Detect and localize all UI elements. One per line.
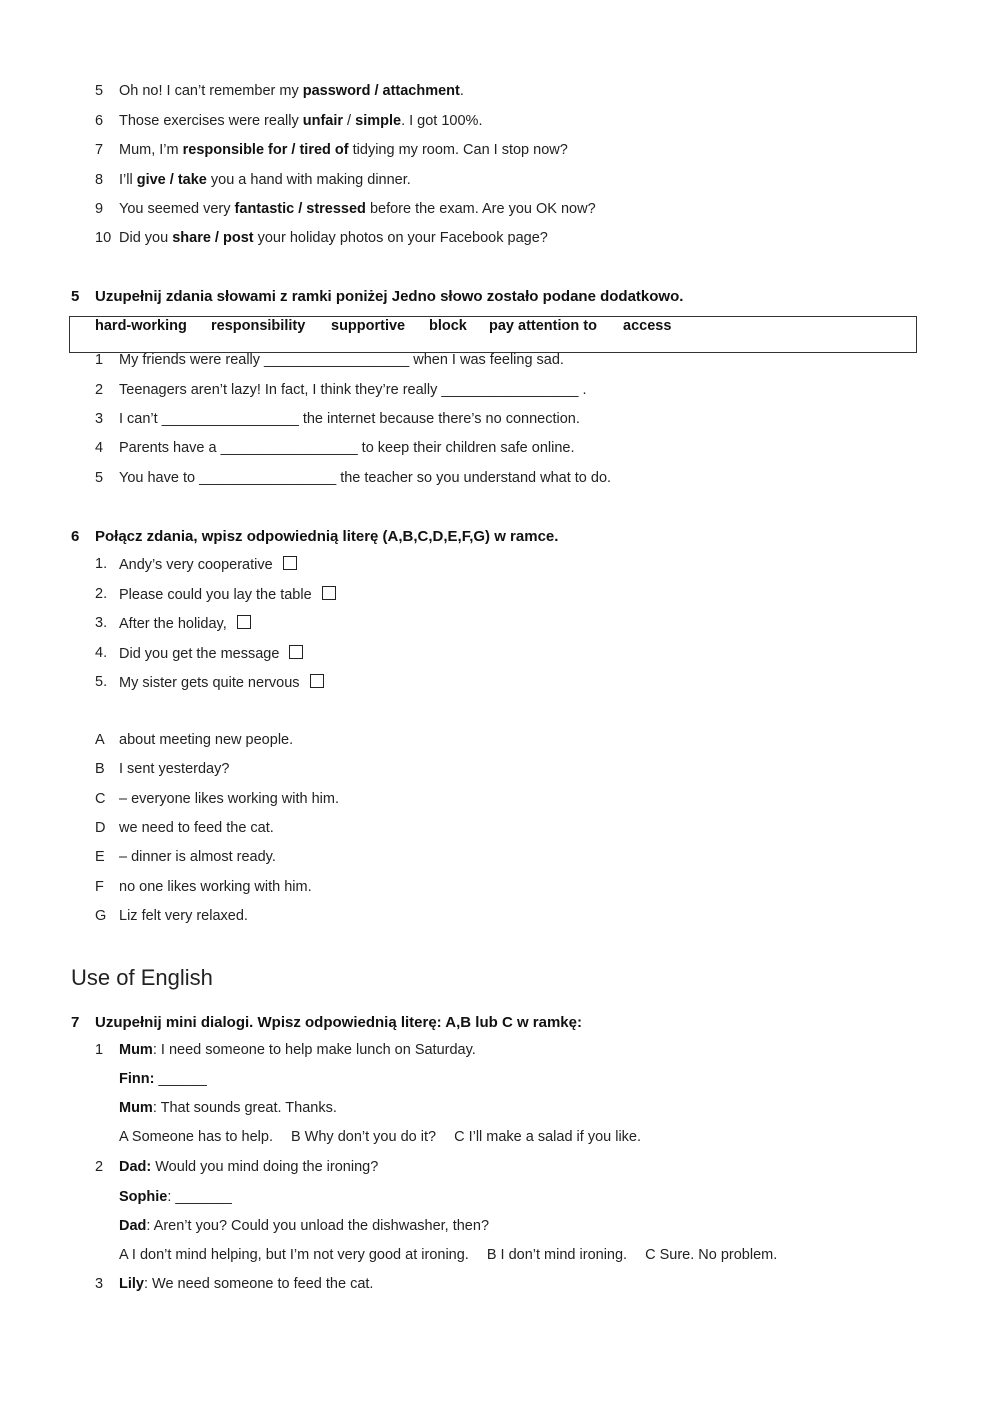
answer-options: [119, 1247, 795, 1263]
exercise-5-heading: [71, 288, 683, 305]
gap-sentence[interactable]: Parents have a _________________ to keep their children safe online.: [119, 440, 575, 456]
item-number: 6: [95, 113, 104, 129]
item-number: 2: [95, 1159, 104, 1175]
exercise-instruction: Uzupełnij zdania słowami z ramki poniżej Jedno słowo zostało podane dodatkowo.: [95, 288, 684, 305]
item-text: After the holiday,: [119, 616, 227, 632]
item-number: 3: [95, 1276, 104, 1292]
ending-text: – dinner is almost ready.: [119, 849, 276, 865]
word-box-item: hard-working: [95, 318, 187, 334]
exercise-instruction: Uzupełnij mini dialogi. Wpisz odpowiednią literę: A,B lub C w ramkę:: [95, 1014, 582, 1031]
choice-options: fantastic / stressed: [234, 201, 366, 217]
dialogue-line[interactable]: [119, 1071, 207, 1087]
item-text: Mum, I’m responsible for / tired of tidying my room. Can I stop now?: [119, 142, 568, 158]
ending-text: Liz felt very relaxed.: [119, 908, 248, 924]
answer-blank[interactable]: ______: [154, 1071, 207, 1087]
exercise-instruction: Połącz zdania, wpisz odpowiednią literę (A,B,C,D,E,F,G) w ramce.: [95, 528, 559, 545]
answer-checkbox[interactable]: [237, 615, 251, 629]
option-c: C Sure. No problem.: [645, 1247, 778, 1263]
dialogue-line: Mum: I need someone to help make lunch on Saturday.: [119, 1042, 476, 1058]
choice-option: unfair: [302, 113, 344, 129]
item-number: 2: [95, 382, 104, 398]
ending-letter: G: [95, 908, 107, 924]
option-c: C I’ll make a salad if you like.: [454, 1129, 642, 1145]
item-number: 5.: [95, 674, 108, 690]
ending-letter: F: [95, 879, 104, 895]
item-number: 5: [95, 470, 104, 486]
gap-sentence[interactable]: I can’t _________________ the internet because there’s no connection.: [119, 411, 580, 427]
item-number: 9: [95, 201, 104, 217]
gap-sentence[interactable]: My friends were really __________________ when I was feeling sad.: [119, 352, 564, 368]
item-text: I’ll give / take you a hand with making dinner.: [119, 172, 411, 188]
exercise-6-heading: [71, 528, 558, 545]
item-number: 7: [95, 142, 104, 158]
word-box-item: pay attention to: [489, 318, 597, 334]
speaker: Sophie: [119, 1189, 168, 1205]
answer-blank[interactable]: : _______: [167, 1189, 232, 1205]
ending-letter: C: [95, 791, 106, 807]
ending-letter: B: [95, 761, 105, 777]
item-number: 1: [95, 352, 104, 368]
item-number: 1.: [95, 556, 108, 572]
speaker: Dad: [119, 1218, 147, 1234]
exercise-number: 7: [71, 1014, 80, 1031]
choice-options: password / attachment: [302, 83, 460, 99]
item-number: 4: [95, 440, 104, 456]
exercise-number: 5: [71, 288, 80, 305]
ending-letter: E: [95, 849, 105, 865]
item-number: 5: [95, 83, 104, 99]
item-number: 8: [95, 172, 104, 188]
item-text: Oh no! I can’t remember my password / attachment.: [119, 83, 464, 99]
exercise-number: 6: [71, 528, 80, 545]
item-text: Andy’s very cooperative: [119, 557, 273, 573]
gap-sentence[interactable]: You have to _________________ the teacher so you understand what to do.: [119, 470, 612, 486]
ending-text: I sent yesterday?: [119, 761, 230, 777]
gap-sentence[interactable]: Teenagers aren’t lazy! In fact, I think they’re really _________________ .: [119, 382, 587, 398]
word-box-item: supportive: [331, 318, 406, 334]
option-b: B Why don’t you do it?: [290, 1129, 437, 1145]
option-a: A I don’t mind helping, but I’m not very good at ironing.: [119, 1247, 469, 1263]
word-box-item: access: [623, 318, 672, 334]
item-number: 4.: [95, 645, 108, 661]
item-text: Those exercises were really unfair / simple. I got 100%.: [119, 113, 483, 129]
item-number: 2.: [95, 586, 108, 602]
option-a: A Someone has to help.: [119, 1129, 273, 1145]
item-number: 3.: [95, 615, 108, 631]
speaker: Finn:: [119, 1071, 155, 1087]
answer-checkbox[interactable]: [310, 674, 324, 688]
speaker: Mum: [119, 1042, 153, 1058]
answer-options: [119, 1129, 659, 1145]
ending-letter: D: [95, 820, 106, 836]
dialogue-line: Dad: Would you mind doing the ironing?: [119, 1159, 379, 1175]
word-box-item: responsibility: [211, 318, 306, 334]
ending-text: about meeting new people.: [119, 732, 294, 748]
item-text: Did you share / post your holiday photos on your Facebook page?: [119, 230, 548, 246]
section-title: Use of English: [71, 965, 213, 990]
speaker: Dad:: [119, 1159, 152, 1175]
dialogue-line: Dad: Aren’t you? Could you unload the dishwasher, then?: [119, 1218, 490, 1234]
choice-options: responsible for / tired of: [182, 142, 349, 158]
choice-options: share / post: [172, 230, 254, 246]
item-number: 3: [95, 411, 104, 427]
speaker: Mum: [119, 1100, 153, 1116]
speaker: Lily: [119, 1276, 144, 1292]
answer-checkbox[interactable]: [322, 586, 336, 600]
item-text: You seemed very fantastic / stressed before the exam. Are you OK now?: [119, 201, 596, 217]
item-number: 10: [95, 230, 112, 246]
ending-text: no one likes working with him.: [119, 879, 312, 895]
answer-checkbox[interactable]: [283, 556, 297, 570]
item-text: Please could you lay the table: [119, 587, 312, 603]
choice-option: simple: [355, 113, 402, 129]
answer-checkbox[interactable]: [289, 645, 303, 659]
dialogue-line: Lily: We need someone to feed the cat.: [119, 1276, 374, 1292]
word-box-item: block: [429, 318, 467, 334]
option-b: B I don’t mind ironing.: [486, 1247, 628, 1263]
item-text: Did you get the message: [119, 646, 280, 662]
choice-options: give / take: [136, 172, 207, 188]
ending-text: we need to feed the cat.: [119, 820, 274, 836]
ending-text: – everyone likes working with him.: [119, 791, 340, 807]
exercise-7-heading: [71, 1014, 582, 1031]
item-text: My sister gets quite nervous: [119, 675, 300, 691]
item-number: 1: [95, 1042, 104, 1058]
ending-letter: A: [95, 732, 105, 748]
dialogue-line: Mum: That sounds great. Thanks.: [119, 1100, 337, 1116]
dialogue-line[interactable]: [119, 1189, 232, 1205]
